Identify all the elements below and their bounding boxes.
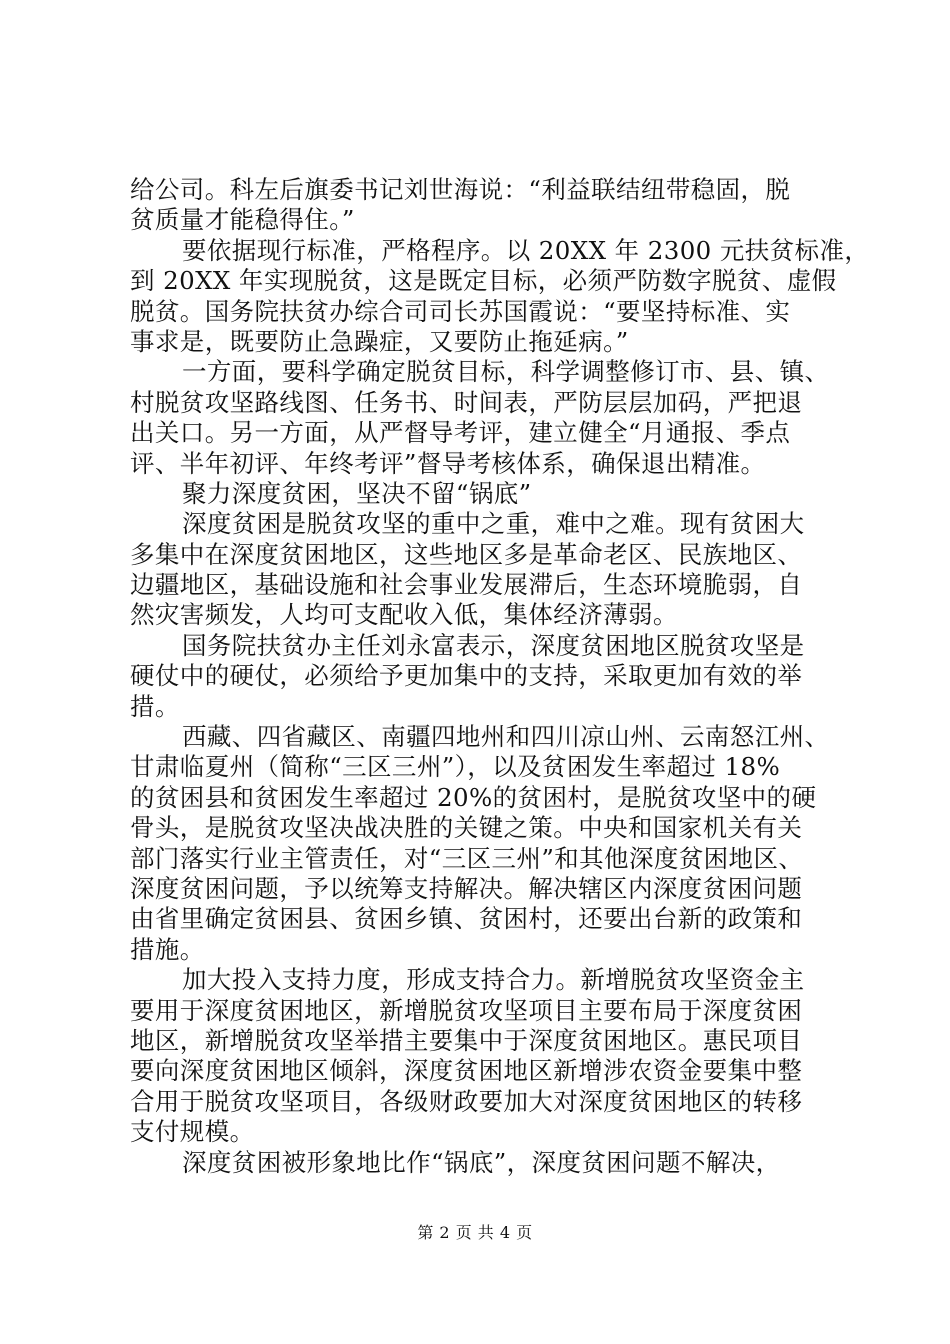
text-line: 支付规模。 xyxy=(130,1117,255,1147)
text-line: 出关口。另一方面，从严督导考评，建立健全“月通报、季点 xyxy=(130,418,791,448)
text-line: 事求是，既要防止急躁症，又要防止拖延病。” xyxy=(130,326,629,356)
text-line: 国务院扶贫办主任刘永富表示，深度贫困地区脱贫攻坚是 xyxy=(182,630,805,660)
text-line: 给公司。科左后旗委书记刘世海说：“利益联结纽带稳固，脱 xyxy=(130,175,791,204)
text-line: 多集中在深度贫困地区，这些地区多是革命老区、民族地区、 xyxy=(130,539,803,569)
text-line: 边疆地区，基础设施和社会事业发展滞后，生态环境脆弱，自 xyxy=(130,570,803,600)
text-line: 聚力深度贫困，坚决不留“锅底” xyxy=(182,478,532,508)
text-line: 到 20XX 年实现脱贫，这是既定目标，必须严防数字脱贫、虚假 xyxy=(130,266,837,296)
text-line: 部门落实行业主管责任，对“三区三州”和其他深度贫困地区、 xyxy=(130,843,804,873)
text-line: 加大投入支持力度，形成支持合力。新增脱贫攻坚资金主 xyxy=(182,965,805,995)
text-line: 合用于脱贫攻坚项目，各级财政要加大对深度贫困地区的转移 xyxy=(130,1086,803,1116)
text-line: 措施。 xyxy=(130,934,205,964)
text-line: 脱贫。国务院扶贫办综合司司长苏国霞说：“要坚持标准、实 xyxy=(130,296,791,326)
body-text xyxy=(130,175,870,1178)
text-line: 地区，新增脱贫攻坚举措主要集中于深度贫困地区。惠民项目 xyxy=(130,1025,803,1055)
text-line: 评、半年初评、年终考评”督导考核体系，确保退出精准。 xyxy=(130,448,766,478)
text-line: 深度贫困问题，予以统筹支持解决。解决辖区内深度贫困问题 xyxy=(130,873,803,903)
text-line: 骨头，是脱贫攻坚决战决胜的关键之策。中央和国家机关有关 xyxy=(130,813,803,843)
text-line: 村脱贫攻坚路线图、任务书、时间表，严防层层加码，严把退 xyxy=(130,387,803,417)
text-line: 要依据现行标准，严格程序。以 20XX 年 2300 元扶贫标准， xyxy=(182,235,870,265)
page-footer: 第 2 页 共 4 页 xyxy=(417,1223,533,1242)
text-line: 贫质量才能稳得住。” xyxy=(130,205,355,235)
text-line: 深度贫困被形象地比作“锅底”，深度贫困问题不解决， xyxy=(182,1147,781,1177)
text-line: 要向深度贫困地区倾斜，深度贫困地区新增涉农资金要集中整 xyxy=(130,1056,803,1086)
text-line: 硬仗中的硬仗，必须给予更加集中的支持，采取更加有效的举 xyxy=(130,661,803,691)
text-line: 措。 xyxy=(130,691,180,721)
text-line: 要用于深度贫困地区，新增脱贫攻坚项目主要布局于深度贫困 xyxy=(130,995,803,1025)
text-line: 西藏、四省藏区、南疆四地州和四川凉山州、云南怒江州、 xyxy=(182,722,830,752)
text-line: 甘肃临夏州（简称“三区三州”），以及贫困发生率超过 18% xyxy=(130,752,781,782)
text-line: 由省里确定贫困县、贫困乡镇、贫困村，还要出台新的政策和 xyxy=(130,904,803,934)
text-line: 一方面，要科学确定脱贫目标，科学调整修订市、县、镇、 xyxy=(182,357,830,387)
text-line: 然灾害频发，人均可支配收入低，集体经济薄弱。 xyxy=(130,600,678,630)
text-line: 的贫困县和贫困发生率超过 20%的贫困村，是脱贫攻坚中的硬 xyxy=(130,782,817,812)
text-line: 深度贫困是脱贫攻坚的重中之重，难中之难。现有贫困大 xyxy=(182,509,805,539)
